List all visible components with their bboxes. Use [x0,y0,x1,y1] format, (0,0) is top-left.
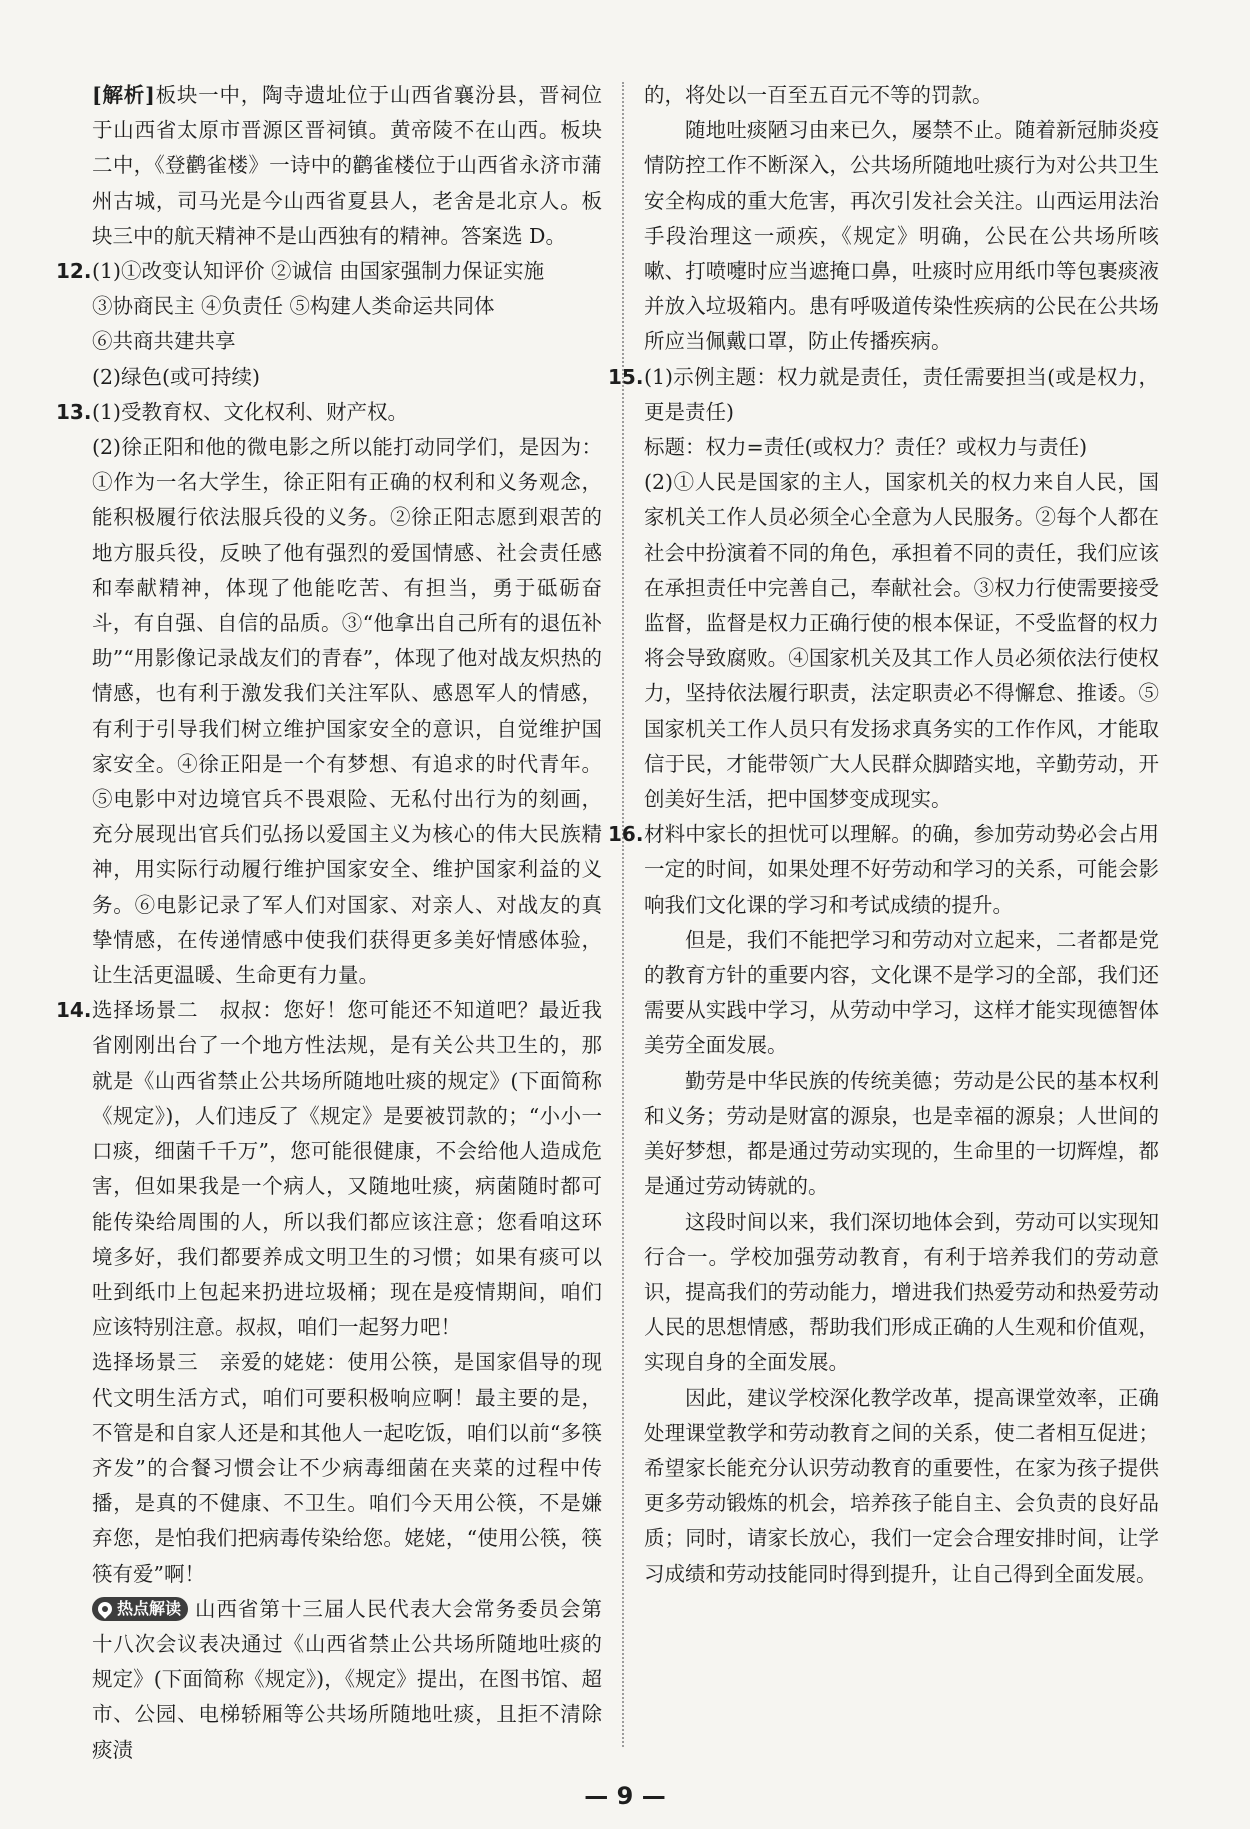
scene-two-answer: 选择场景二 叔叔：您好！您可能还不知道吧？最近我省刚刚出台了一个地方性法规，是有关公共卫生的，那就是《山西省禁止公共场所随地吐痰的规定》(下面简称《规定》)，人们违反了《规定》是要被罚款的；“小小一口痰，细菌千千万”，您可能很健康，不会给他人造成危害，但如果我是一个病人，又随地吐痰，病菌随时都可能传染给周围的人，所以我们都应该注意；您看咱这环境多好，我们都要养成文明卫生的习惯；如果有痰可以吐到纸巾上包起来扔进垃圾桶；现在是疫情期间，咱们应该特别注意。叔叔，咱们一起努力吧！ [92,998,602,1340]
question-number: 16. [608,822,644,847]
analysis-tag: [解析] [92,83,155,107]
question-number: 12. [56,259,92,284]
answer-paragraph: 这段时间以来，我们深切地体会到，劳动可以实现知行合一。学校加强劳动教育，有利于培养我们的劳动意识，提高我们的劳动能力，增进我们热爱劳动和热爱劳动人民的思想情感，帮助我们形成正确的人生观和价值观，实现自身的全面发展。 [644,1209,1159,1375]
answer-line: ⑥共商共建共享 [92,329,236,354]
answer-paragraph: (2)①人民是国家的主人，国家机关的权力来自人民，国家机关工作人员必须全心全意为人民服务。②每个人都在社会中扮演着不同的角色，承担着不同的责任，我们应该在承担责任中完善自己，奉献社会。③权力行使需要接受监督，监督是权力正确行使的根本保证，不受监督的权力将会导致腐败。④国家机关及其工作人员必须依法行使权力，坚持依法履行职责，法定职责必不得懈怠、推诿。⑤国家机关工作人员只有发扬求真务实的工作作风，才能取信于民，才能带领广大人民群众脚踏实地，辛勤劳动，开创美好生活，把中国梦变成现实。 [644,470,1159,812]
question-12 [56,254,602,395]
location-pin-icon [95,1599,115,1619]
answer-line: (1)示例主题：权力就是责任，责任需要担当(或是权力，更是责任) [644,364,1159,424]
analysis-text: 板块一中，陶寺遗址位于山西省襄汾县，晋祠位于山西省太原市晋源区晋祠镇。黄帝陵不在山西。板块二中，《登鹳雀楼》一诗中的鹳雀楼位于山西省永济市蒲州古城，司马光是今山西省夏县人，老舍是北京人。板块三中的航天精神不是山西独有的精神。答案选 D。 [92,83,603,248]
question-16 [608,817,1159,1591]
question-14 [56,993,602,1767]
hot-topic-label: 热点解读 [117,1598,182,1618]
analysis-paragraph [92,78,602,254]
answer-line: (1)①改变认知评价 ②诚信 由国家强制力保证实施 [92,259,545,284]
answer-paragraph: (2)徐正阳和他的微电影之所以能打动同学们，是因为：①作为一名大学生，徐正阳有正确的权利和义务观念，能积极履行依法服兵役的义务。②徐正阳志愿到艰苦的地方服兵役，反映了他有强烈的爱国情感、社会责任感和奉献精神，体现了他能吃苦、有担当，勇于砥砺奋斗，有自强、自信的品质。③“他拿出自己所有的退伍补助”“用影像记录战友们的青春”，体现了他对战友炽热的情感，也有利于激发我们关注军队、感恩军人的情感，有利于引导我们树立维护国家安全的意识，自觉维护国家安全。④徐正阳是一个有梦想、有追求的时代青年。⑤电影中对边境官兵不畏艰险、无私付出行为的刻画，充分展现出官兵们弘扬以爱国主义为核心的伟大民族精神，用实际行动履行维护国家安全、维护国家利益的义务。⑥电影记录了军人们对国家、对亲人、对战友的真挚情感，在传递情感中使我们获得更多美好情感体验，让生活更温暖、生命更有力量。 [92,435,602,988]
question-number: 15. [608,364,644,389]
answer-line: 标题：权力=责任(或权力？责任？或权力与责任) [644,435,1088,460]
answer-paragraph: 材料中家长的担忧可以理解。的确，参加劳动势必会占用一定的时间，如果处理不好劳动和学习的关系，可能会影响我们文化课的学习和考试成绩的提升。 [644,822,1159,917]
page-number: — 9 — [584,1782,666,1810]
question-number: 13. [56,399,92,424]
right-column [608,78,1159,1592]
answer-paragraph: 因此，建议学校深化教学改革，提高课堂效率，正确处理课堂教学和劳动教育之间的关系，使二者相互促进；希望家长能充分认识劳动教育的重要性，在家为孩子提供更多劳动锻炼的机会，培养孩子能自主、会负责的良好品质；同时，请家长放心，我们一定会合理安排时间，让学习成绩和劳动技能同时得到提升，让自己得到全面发展。 [644,1385,1159,1586]
question-15 [608,360,1159,818]
answer-line: (1)受教育权、文化权利、财产权。 [92,399,409,424]
scene-three-answer: 选择场景三 亲爱的姥姥：使用公筷，是国家倡导的现代文明生活方式，咱们可要积极响应啊！最主要的是，不管是和自家人还是和其他人一起吃饭，咱们以前“多筷齐发”的合餐习惯会让不少病毒细菌在夹菜的过程中传播，是真的不健康、不卫生。咱们今天用公筷，不是嫌弃您，是怕我们把病毒传染给您。姥姥，“使用公筷，筷筷有爱”啊！ [92,1350,602,1586]
hot-topic-text: 山西省第十三届人民代表大会常务委员会第十八次会议表决通过《山西省禁止公共场所随地吐痰的规定》(下面简称《规定》)，《规定》提出，在图书馆、超市、公园、电梯轿厢等公共场所随地吐痰，且拒不清除痰渍 [92,1596,602,1762]
spitting-paragraph: 随地吐痰陋习由来已久，屡禁不止。随着新冠肺炎疫情防控工作不断深入，公共场所随地吐痰行为对公共卫生安全构成的重大危害，再次引发社会关注。山西运用法治手段治理这一顽疾，《规定》明确，公民在公共场所咳嗽、打喷嚏时应当遮掩口鼻，吐痰时应用纸巾等包裹痰液并放入垃圾箱内。患有呼吸道传染性疾病的公民在公共场所应当佩戴口罩，防止传播疾病。 [644,118,1159,354]
left-column [56,78,603,1768]
answer-line: ③协商民主 ④负责任 ⑤构建人类命运共同体 [92,294,495,319]
question-number: 14. [56,998,92,1023]
question-13 [56,395,602,993]
answer-paragraph: 但是，我们不能把学习和劳动对立起来，二者都是党的教育方针的重要内容，文化课不是学习的全部，我们还需要从实践中学习，从劳动中学习，这样才能实现德智体美劳全面发展。 [644,927,1159,1058]
answer-line: (2)绿色(或可持续) [92,364,261,389]
hot-topic-paragraph [92,1592,602,1768]
column-divider [622,82,624,1747]
hot-topic-badge [92,1597,188,1621]
continued-text: 的，将处以一百至五百元不等的罚款。 [644,83,993,107]
answer-paragraph: 勤劳是中华民族的传统美德；劳动是公民的基本权利和义务；劳动是财富的源泉，也是幸福的源泉；人世间的美好梦想，都是通过劳动实现的，生命里的一切辉煌，都是通过劳动铸就的。 [644,1068,1159,1199]
